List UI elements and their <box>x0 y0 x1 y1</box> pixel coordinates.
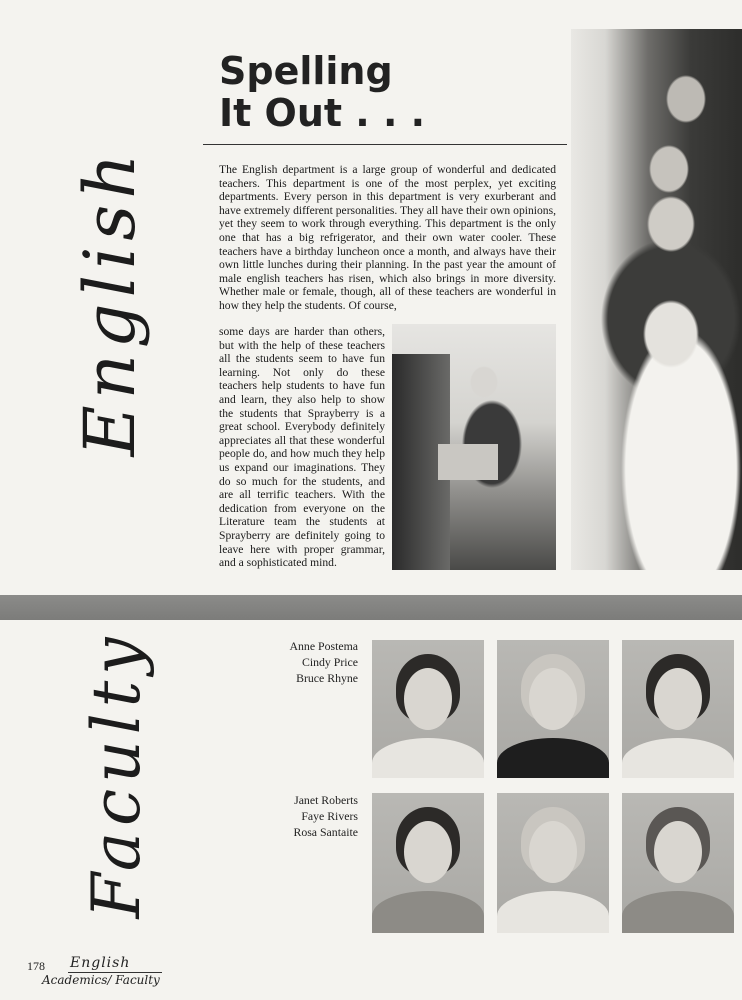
faculty-names-row-1 <box>230 638 358 686</box>
footer-subtitle: Academics/ Faculty <box>42 973 160 987</box>
faculty-name: Rosa Santaite <box>293 825 358 839</box>
english-staff-group-photo <box>571 29 742 570</box>
faculty-name: Faye Rivers <box>301 809 358 823</box>
page-number: 178 <box>27 959 45 973</box>
faculty-name: Anne Postema <box>289 639 358 653</box>
faculty-names-row-2 <box>230 792 358 840</box>
portrait-faye-rivers <box>497 793 609 933</box>
footer-section-name: English <box>70 955 131 971</box>
headline-line-1: Spelling <box>219 49 393 93</box>
portrait-rosa-santaite <box>622 793 734 933</box>
faculty-name: Janet Roberts <box>294 793 358 807</box>
portrait-janet-roberts <box>372 793 484 933</box>
section-divider-band <box>0 595 742 620</box>
teachers-at-desk-photo <box>392 324 556 570</box>
photo-desk-area <box>438 444 498 480</box>
article-body-top: The English department is a large group of wonderful and dedicated teachers. This department is one of the most perplex, yet exciting departments. Every person in this department is very exurberant and have extremely different personalities. They all have their own opinions, yet they seem to work through everything. This department is the only one that has a big refrigerator, and their own water cooler. These teachers have a birthday luncheon once a month, and always have their own little lunches during their planning. In the past year the amount of male english teachers has risen, which also brings in more diversity. Whether male or female, though, all of these teachers are wonderful in how they help the students. Of course, <box>219 163 556 312</box>
english-section-title: English <box>69 147 151 457</box>
portrait-anne-postema <box>372 640 484 778</box>
portrait-cindy-price <box>497 640 609 778</box>
headline-line-2: It Out . . . <box>219 91 426 135</box>
headline-rule <box>203 144 567 145</box>
faculty-section-title: Faculty <box>78 631 155 919</box>
article-body-column: some days are harder than others, but with the help of these teachers all the students seem to have fun learning. Not only do these teachers help students to have fun and learn, they also help to show the students that Sprayberry is a great school. Everybody definitely appreciates all that these wonderful people do, and how much they help us expand our imaginations. They do so much for the students, and are all terrific teachers. With the dedication from everyone on the Literature team the students at Sprayberry are definitely going to leave here with proper grammar, and a sophisticated mind. <box>219 325 385 570</box>
page-headline <box>219 50 425 134</box>
portrait-bruce-rhyne <box>622 640 734 778</box>
faculty-name: Cindy Price <box>301 655 358 669</box>
faculty-name: Bruce Rhyne <box>296 671 358 685</box>
